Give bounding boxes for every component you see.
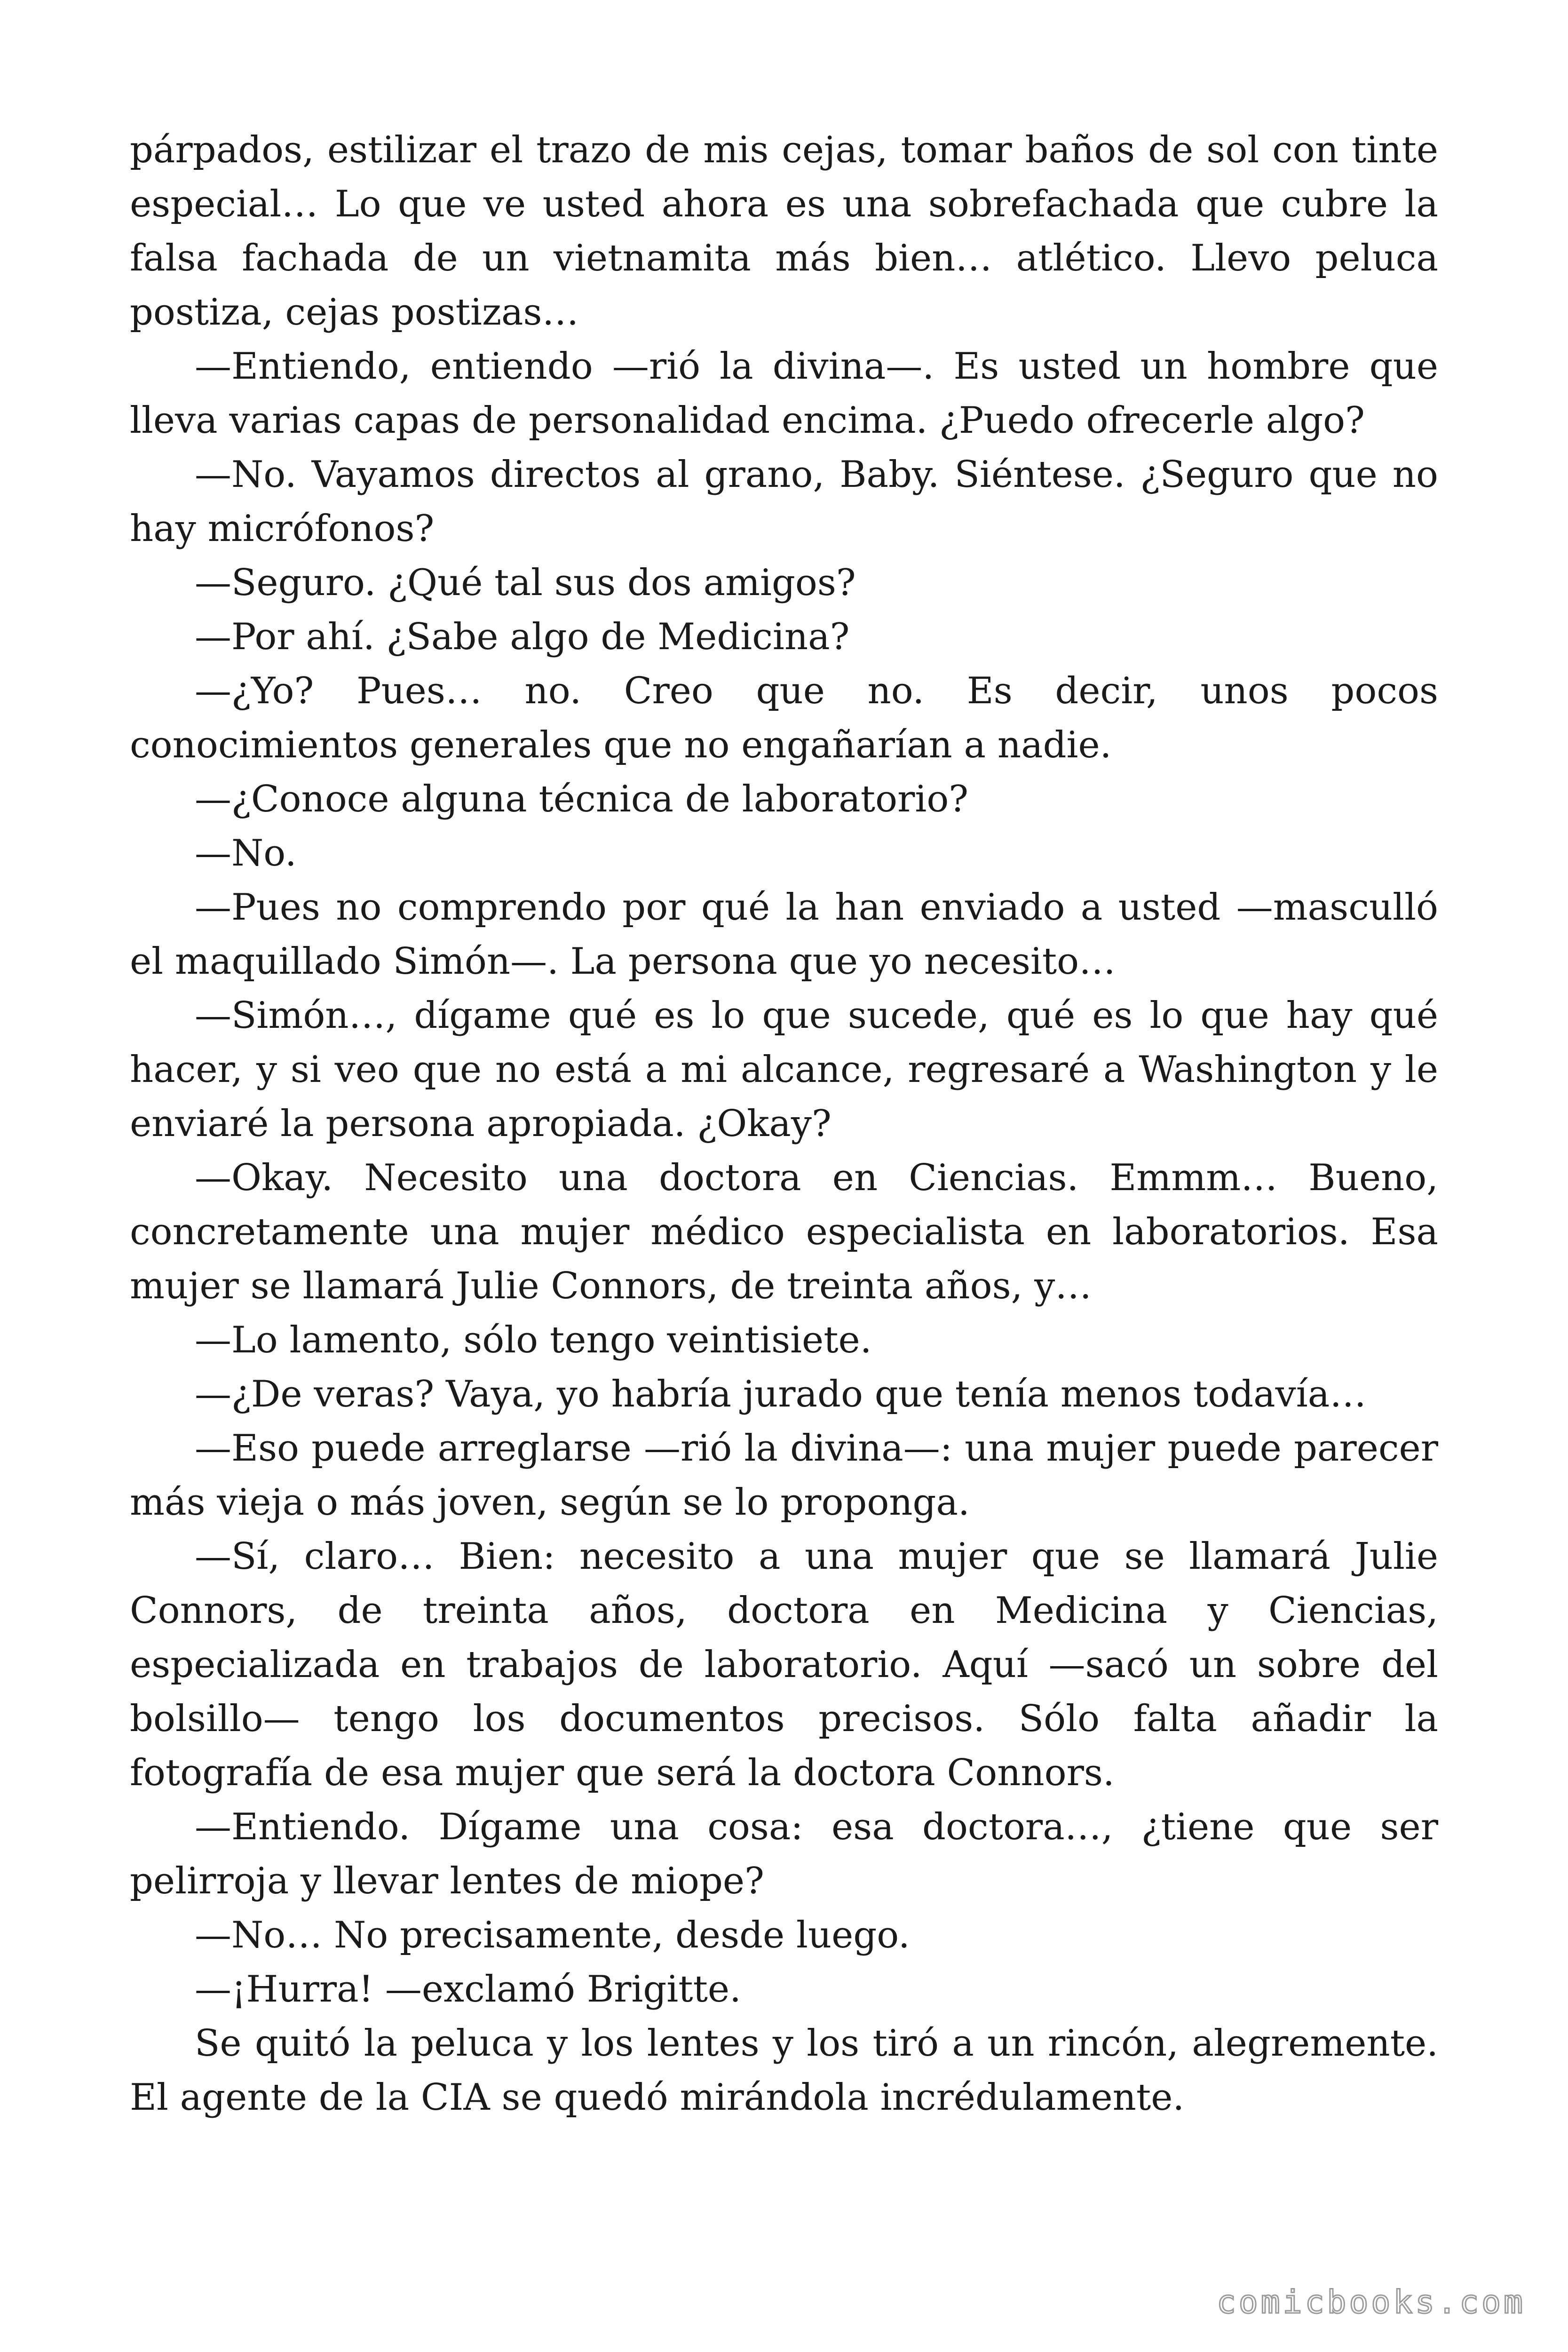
dialogue-paragraph: —Okay. Necesito una doctora en Ciencias. Emmm… Bueno, concretamente una mujer médico especialista en laboratorios. Esa mujer se llamará Julie Connors, de treinta años, y… [130, 1157, 1438, 1307]
dialogue-paragraph: —¡Hurra! —exclamó Brigitte. [195, 1968, 741, 2010]
dialogue-paragraph: —¿De veras? Vaya, yo habría jurado que tenía menos todavía… [195, 1373, 1367, 1415]
watermark-text: comicbooks.com [1216, 2284, 1526, 2321]
dialogue-paragraph: —Simón…, dígame qué es lo que sucede, qué es lo que hay qué hacer, y si veo que no está a mi alcance, regresaré a Washington y le enviaré la persona apropiada. ¿Okay? [130, 994, 1438, 1145]
paragraph-continuation: párpados, estilizar el trazo de mis cejas, tomar baños de sol con tinte especial… Lo que ve usted ahora es una sobrefachada que cubre la falsa fachada de un vietnamita más bien… atlético. Llevo peluca postiza, cejas postizas… [130, 129, 1438, 334]
narrative-paragraph: Se quitó la peluca y los lentes y los tiró a un rincón, alegremente. El agente de la CIA se quedó mirándola incrédulamente. [130, 2022, 1438, 2119]
dialogue-paragraph: —No. Vayamos directos al grano, Baby. Siéntese. ¿Seguro que no hay micrófonos? [130, 453, 1438, 550]
dialogue-paragraph: —Eso puede arreglarse —rió la divina—: una mujer puede parecer más vieja o más joven, según se lo proponga. [130, 1427, 1438, 1524]
dialogue-paragraph: —Sí, claro… Bien: necesito a una mujer que se llamará Julie Connors, de treinta años, doctora en Medicina y Ciencias, especializada en trabajos de laboratorio. Aquí —sacó un sobre del bolsillo— tengo los documentos precisos. Sólo falta añadir la fotografía de esa mujer que será la doctora Connors. [130, 1535, 1438, 1794]
dialogue-paragraph: —Por ahí. ¿Sabe algo de Medicina? [195, 616, 850, 658]
dialogue-paragraph: —¿Conoce alguna técnica de laboratorio? [195, 778, 969, 820]
dialogue-paragraph: —¿Yo? Pues… no. Creo que no. Es decir, unos pocos conocimientos generales que no engañarían a nadie. [130, 670, 1438, 766]
dialogue-paragraph: —Entiendo. Dígame una cosa: esa doctora…, ¿tiene que ser pelirroja y llevar lentes de miope? [130, 1806, 1438, 1902]
dialogue-paragraph: —Lo lamento, sólo tengo veintisiete. [195, 1319, 872, 1361]
page-text [130, 123, 1438, 2125]
dialogue-paragraph: —No… No precisamente, desde luego. [195, 1914, 910, 1956]
dialogue-paragraph: —Entiendo, entiendo —rió la divina—. Es usted un hombre que lleva varias capas de personalidad encima. ¿Puedo ofrecerle algo? [130, 345, 1438, 442]
dialogue-paragraph: —Pues no comprendo por qué la han enviado a usted —masculló el maquillado Simón—. La persona que yo necesito… [130, 886, 1438, 983]
dialogue-paragraph: —Seguro. ¿Qué tal sus dos amigos? [195, 562, 856, 604]
dialogue-paragraph: —No. [195, 832, 297, 874]
